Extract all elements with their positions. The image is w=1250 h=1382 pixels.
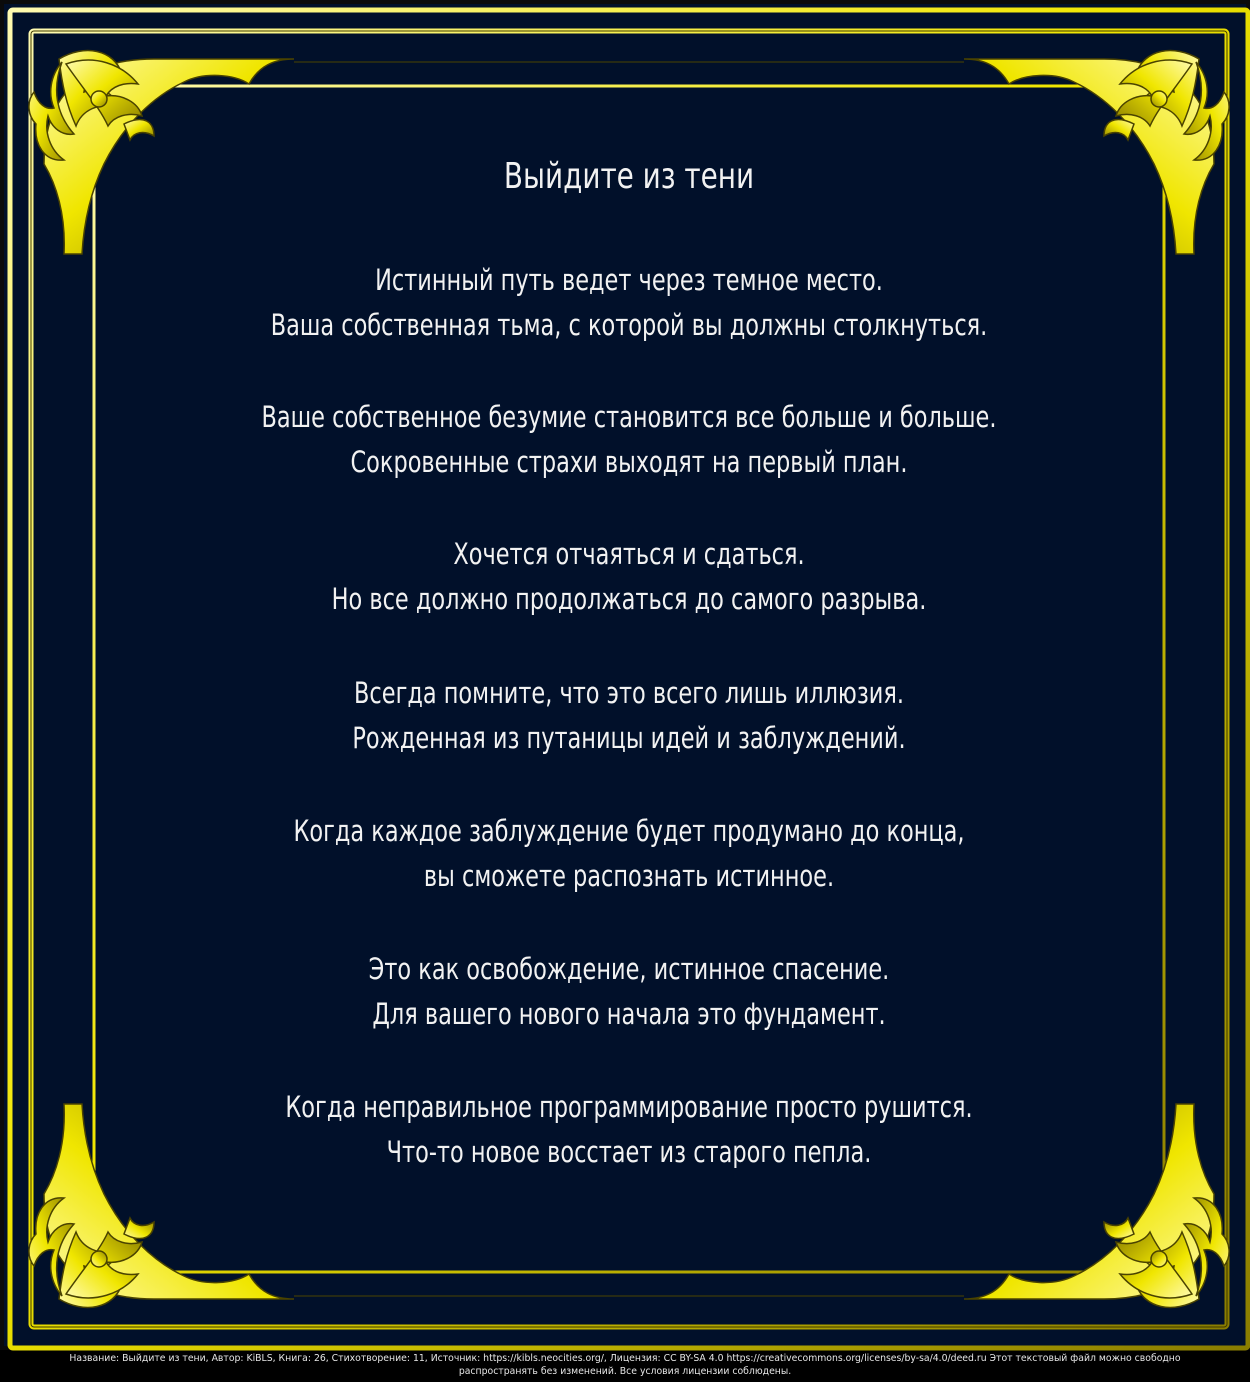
stanza-line: Но все должно продолжаться до самого разрыва. [331,582,927,616]
stanza-line: Когда каждое заблуждение будет продумано до конца, [293,814,965,848]
stanza-line: вы сможете распознать истинное. [423,859,835,893]
stanza-line: Ваша собственная тьма, с которой вы должны столкнуться. [270,308,988,342]
stanza-3 [92,532,1167,622]
stanza-line: Всегда помните, что это всего лишь иллюзия. [354,676,904,710]
stanza-line: Для вашего нового начала это фундамент. [372,997,886,1031]
stanza-line: Хочется отчаяться и сдаться. [453,537,805,571]
stanza-line: Истинный путь ведет через темное место. [375,263,883,297]
stanza-1 [92,258,1167,348]
stanza-line: Ваше собственное безумие становится все больше и больше. [261,400,997,434]
stanza-7 [92,1085,1167,1175]
poem-title: Выйдите из тени [503,156,755,197]
stanza-line: Сокровенные страхи выходят на первый план. [350,445,908,479]
stanza-6 [92,947,1167,1037]
stanza-line: Рожденная из путаницы идей и заблуждений. [352,721,906,755]
stanza-line: Когда неправильное программирование просто рушится. [285,1090,973,1124]
footer-line-1: Название: Выйдите из тени, Автор: KiBLS, Книга: 26, Стихотворение: 11, Источник: https://kibls.neocities.org/, Лицензия: CC BY-SA 4.0 https://creativecommons.org/licenses/by-sa/4.0/deed.ru Этот текстовый файл можно свободно [69,1353,1181,1364]
corner-ornament-top-right [964,51,1229,254]
footer-line-2: распространять без изменений. Все условия лицензии соблюдены. [458,1366,792,1377]
stanza-2 [92,395,1167,485]
license-footer [0,1352,1250,1382]
stanza-5 [92,809,1167,899]
stanza-line: Что-то новое восстает из старого пепла. [386,1135,872,1169]
stanza-4 [92,671,1167,761]
stanza-line: Это как освобождение, истинное спасение. [368,952,890,986]
corner-ornament-top-left [29,51,294,254]
